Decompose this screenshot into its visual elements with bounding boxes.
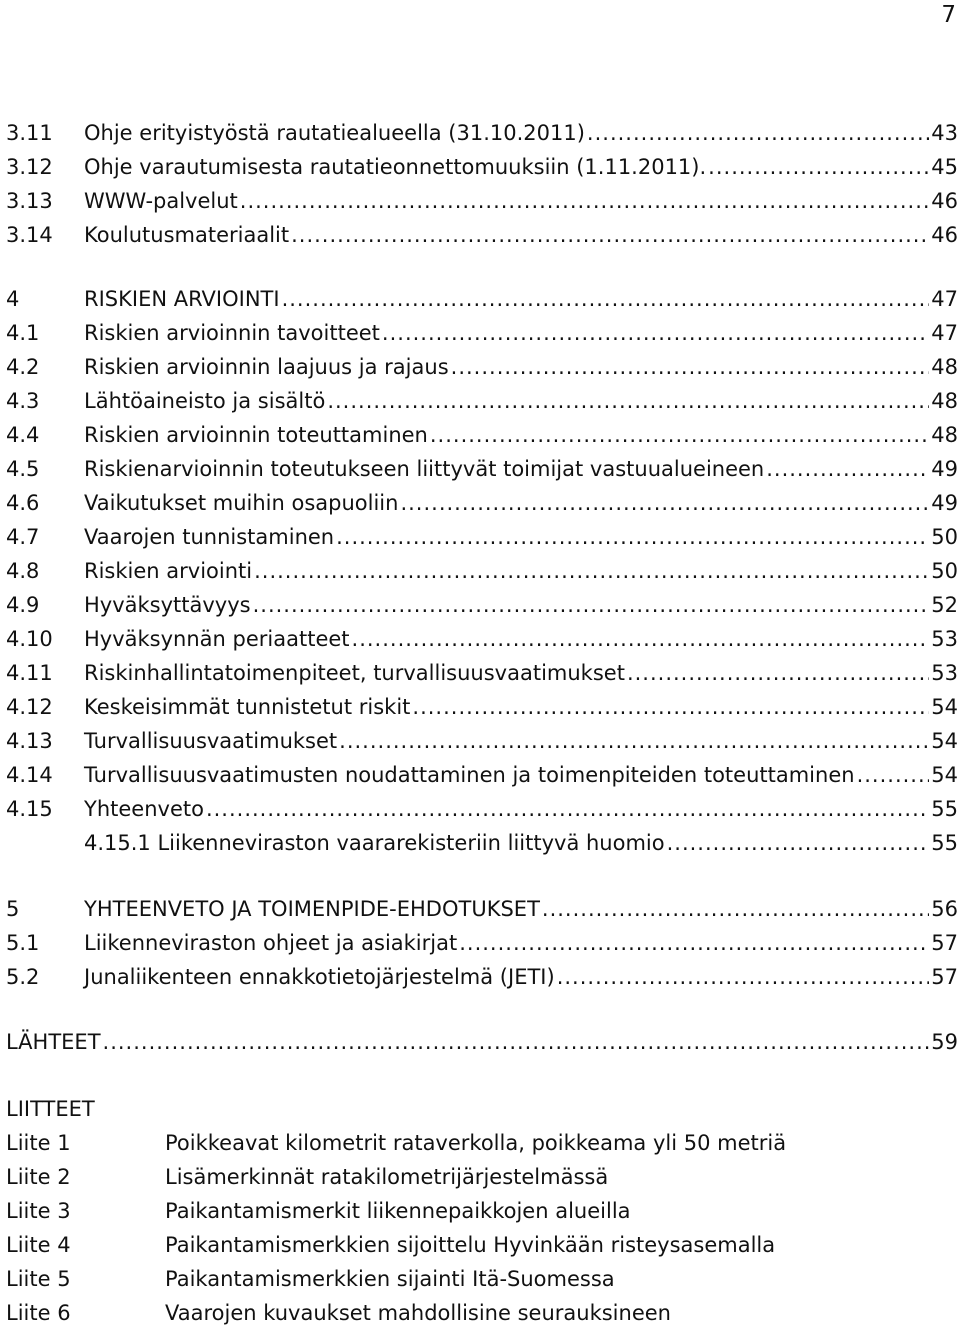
toc-entry-number: 4.12 [6, 695, 53, 719]
toc-entry[interactable] [6, 760, 958, 790]
toc-leader-dots [542, 894, 929, 924]
toc-entry[interactable] [6, 152, 958, 182]
appendix-title: Paikantamismerkit liikennepaikkojen alueilla [165, 1199, 631, 1223]
toc-leader-dots [587, 118, 929, 148]
toc-entry-title: Riskien arvioinnin toteuttaminen [84, 423, 428, 447]
toc-entry-page: 57 [931, 931, 958, 955]
toc-leader-dots [253, 590, 930, 620]
toc-entry-title: Ohje varautumisesta rautatieonnettomuuksiin (1.11.2011). [84, 155, 707, 179]
toc-entry-page: 47 [931, 321, 958, 345]
toc-entry-number: 3.12 [6, 155, 53, 179]
toc-entry[interactable] [6, 828, 958, 858]
appendix-title: Paikantamismerkkien sijainti Itä-Suomessa [165, 1267, 615, 1291]
toc-entry-page: 56 [931, 897, 958, 921]
toc-entry-title: LÄHTEET [6, 1030, 101, 1054]
toc-entry-title: Keskeisimmät tunnistetut riskit [84, 695, 411, 719]
toc-entry[interactable] [6, 556, 958, 586]
toc-leader-dots [382, 318, 929, 348]
toc-entry-number: 4.3 [6, 389, 40, 413]
toc-leader-dots [240, 186, 929, 216]
toc-leader-dots [708, 152, 929, 182]
toc-entry-page: 48 [931, 355, 958, 379]
toc-entry-number: 5.1 [6, 931, 40, 955]
appendix-item[interactable] [6, 1230, 775, 1260]
toc-entry-number: 4.7 [6, 525, 40, 549]
toc-entry-page: 59 [931, 1030, 958, 1054]
toc-entry-page: 53 [931, 627, 958, 651]
toc-entry-title: Yhteenveto [84, 797, 204, 821]
toc-leader-dots [254, 556, 929, 586]
toc-entry-page: 57 [931, 965, 958, 989]
toc-entry-page: 52 [931, 593, 958, 617]
toc-leader-dots [206, 794, 929, 824]
toc-entry-number: 4.1 [6, 321, 40, 345]
toc-entry-page: 49 [931, 491, 958, 515]
appendix-item[interactable] [6, 1264, 615, 1294]
toc-entry-page: 43 [931, 121, 958, 145]
toc-entry[interactable] [6, 284, 958, 314]
toc-entry-number: 3.11 [6, 121, 53, 145]
toc-entry-title: 4.15.1 Liikenneviraston vaararekisteriin liittyvä huomio [84, 831, 665, 855]
appendices-heading: LIITTEET [6, 1097, 95, 1121]
toc-entry-title: Koulutusmateriaalit [84, 223, 290, 247]
toc-entry-title: RISKIEN ARVIOINTI [84, 287, 280, 311]
toc-entry[interactable] [6, 118, 958, 148]
toc-entry-number: 4.2 [6, 355, 40, 379]
appendix-title: Poikkeavat kilometrit rataverkolla, poikkeama yli 50 metriä [165, 1131, 787, 1155]
toc-leader-dots [857, 760, 930, 790]
toc-entry-page: 46 [931, 223, 958, 247]
toc-entry-number: 4.10 [6, 627, 53, 651]
toc-entry-page: 50 [931, 525, 958, 549]
toc-entry-page: 54 [931, 763, 958, 787]
toc-entry-number: 4.5 [6, 457, 40, 481]
toc-entry-page: 54 [931, 695, 958, 719]
toc-entry-number: 4.14 [6, 763, 53, 787]
appendix-label: Liite 3 [6, 1199, 71, 1223]
toc-entry[interactable] [6, 186, 958, 216]
toc-entry-title: Junaliikenteen ennakkotietojärjestelmä (JETI) [84, 965, 555, 989]
toc-entry[interactable] [6, 590, 958, 620]
toc-entry[interactable] [6, 794, 958, 824]
toc-leader-dots [627, 658, 929, 688]
toc-entry-title: Vaikutukset muihin osapuoliin [84, 491, 399, 515]
toc-leader-dots [282, 284, 930, 314]
toc-entry-page: 50 [931, 559, 958, 583]
toc-entry[interactable] [6, 352, 958, 382]
toc-entry-references[interactable] [6, 1027, 958, 1057]
toc-leader-dots [430, 420, 929, 450]
toc-entry-title: Riskinhallintatoimenpiteet, turvallisuusvaatimukset [84, 661, 625, 685]
toc-entry-page: 45 [931, 155, 958, 179]
toc-entry-page: 47 [931, 287, 958, 311]
toc-entry[interactable] [6, 894, 958, 924]
toc-entry-title: Hyväksynnän periaatteet [84, 627, 350, 651]
toc-entry[interactable] [6, 488, 958, 518]
toc-entry[interactable] [6, 658, 958, 688]
toc-entry-number: 4.9 [6, 593, 40, 617]
toc-entry-number: 4.15 [6, 797, 53, 821]
toc-entry-title: Turvallisuusvaatimukset [84, 729, 338, 753]
toc-entry[interactable] [6, 386, 958, 416]
appendix-title: Vaarojen kuvaukset mahdollisine seurauksineen [165, 1301, 671, 1325]
toc-entry[interactable] [6, 220, 958, 250]
toc-entry-number: 4.8 [6, 559, 40, 583]
appendix-title: Paikantamismerkkien sijoittelu Hyvinkään risteysasemalla [165, 1233, 776, 1257]
toc-leader-dots [103, 1027, 930, 1057]
toc-entry[interactable] [6, 420, 958, 450]
appendix-label: Liite 2 [6, 1165, 71, 1189]
toc-entry[interactable] [6, 624, 958, 654]
toc-entry-number: 4.11 [6, 661, 53, 685]
toc-leader-dots [451, 352, 930, 382]
toc-entry-number: 4.6 [6, 491, 40, 515]
toc-entry-title: Vaarojen tunnistaminen [84, 525, 335, 549]
appendix-title: Lisämerkinnät ratakilometrijärjestelmässä [165, 1165, 609, 1189]
appendix-item[interactable] [6, 1162, 608, 1192]
toc-entry-title: Riskienarvioinnin toteutukseen liittyvät toimijat vastuualueineen [84, 457, 765, 481]
toc-entry-title: WWW-palvelut [84, 189, 238, 213]
appendix-item[interactable] [6, 1196, 631, 1226]
toc-entry[interactable] [6, 318, 958, 348]
toc-entry-number: 3.14 [6, 223, 53, 247]
toc-leader-dots [336, 522, 929, 552]
page-number: 7 [941, 2, 956, 28]
toc-entry-page: 55 [931, 797, 958, 821]
toc-leader-dots [459, 928, 929, 958]
appendix-label: Liite 1 [6, 1131, 71, 1155]
appendix-label: Liite 5 [6, 1267, 71, 1291]
toc-entry-page: 53 [931, 661, 958, 685]
appendix-item[interactable] [6, 1128, 786, 1158]
toc-leader-dots [339, 726, 929, 756]
toc-entry-number: 4.13 [6, 729, 53, 753]
toc-entry[interactable] [6, 692, 958, 722]
appendix-item[interactable] [6, 1298, 671, 1328]
toc-leader-dots [327, 386, 929, 416]
toc-entry-number: 4.4 [6, 423, 40, 447]
toc-entry-page: 55 [931, 831, 958, 855]
toc-entry-page: 49 [931, 457, 958, 481]
toc-entry[interactable] [6, 928, 958, 958]
toc-entry[interactable] [6, 726, 958, 756]
toc-entry-page: 54 [931, 729, 958, 753]
toc-entry-title: Turvallisuusvaatimusten noudattaminen ja toimenpiteiden toteuttaminen [84, 763, 855, 787]
toc-entry-title: Ohje erityistyöstä rautatiealueella (31.10.2011) [84, 121, 585, 145]
toc-entry-title: Riskien arviointi [84, 559, 253, 583]
toc-entry-title: Riskien arvioinnin laajuus ja rajaus [84, 355, 449, 379]
toc-entry[interactable] [6, 962, 958, 992]
toc-leader-dots [766, 454, 929, 484]
toc-entry-title: Liikenneviraston ohjeet ja asiakirjat [84, 931, 458, 955]
toc-leader-dots [557, 962, 930, 992]
toc-leader-dots [352, 624, 930, 654]
toc-entry-page: 48 [931, 389, 958, 413]
toc-entry-title: Hyväksyttävyys [84, 593, 251, 617]
appendix-label: Liite 6 [6, 1301, 71, 1325]
toc-entry-number: 4 [6, 287, 20, 311]
toc-entry[interactable] [6, 454, 958, 484]
toc-leader-dots [412, 692, 929, 722]
toc-entry-number: 5 [6, 897, 20, 921]
toc-entry[interactable] [6, 522, 958, 552]
appendix-label: Liite 4 [6, 1233, 71, 1257]
toc-leader-dots [400, 488, 929, 518]
toc-entry-page: 46 [931, 189, 958, 213]
toc-entry-number: 3.13 [6, 189, 53, 213]
toc-entry-title: Lähtöaineisto ja sisältö [84, 389, 326, 413]
toc-entry-title: YHTEENVETO JA TOIMENPIDE-EHDOTUKSET [84, 897, 540, 921]
toc-entry-number: 5.2 [6, 965, 40, 989]
toc-leader-dots [291, 220, 929, 250]
toc-leader-dots [667, 828, 930, 858]
toc-entry-title: Riskien arvioinnin tavoitteet [84, 321, 380, 345]
toc-entry-page: 48 [931, 423, 958, 447]
